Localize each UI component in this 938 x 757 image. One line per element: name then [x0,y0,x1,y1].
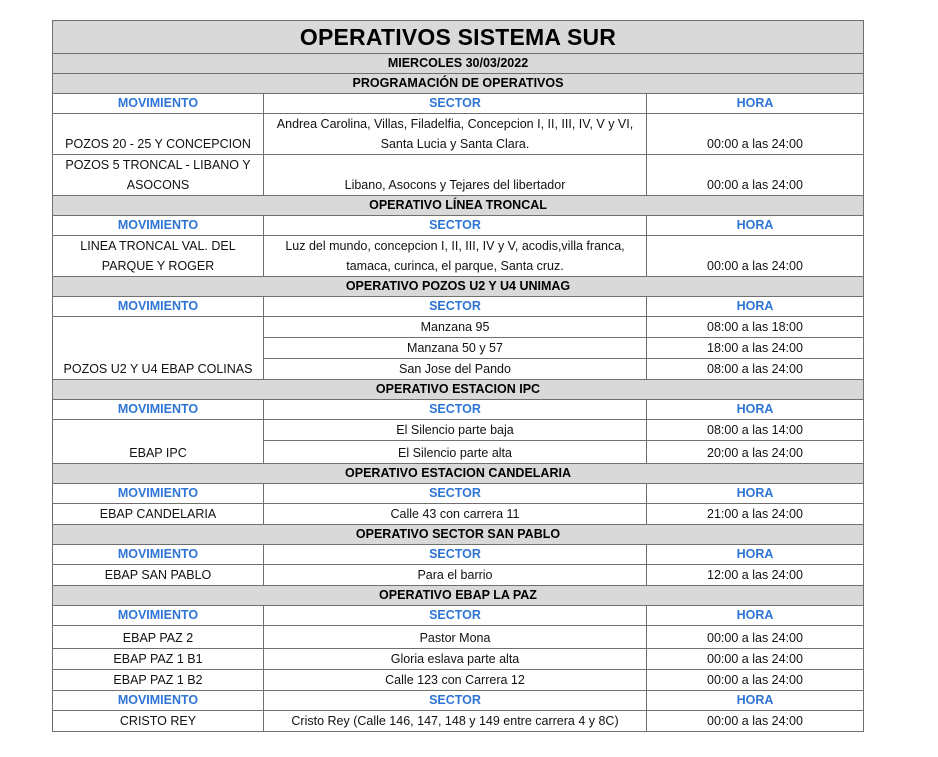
header-sector: SECTOR [264,606,647,626]
sector-cell: Para el barrio [264,565,647,586]
header-movimiento: MOVIMIENTO [53,400,264,420]
operativos-table [52,20,864,732]
column-header-row [53,216,864,236]
header-hora: HORA [647,297,864,317]
sector-cell: Andrea Carolina, Villas, Filadelfia, Concepcion I, II, III, IV, V y VI, Santa Lucia y Santa Clara. [264,114,647,155]
table-row [53,236,864,277]
table-row [53,565,864,586]
hora-cell: 20:00 a las 24:00 [647,441,864,464]
column-header-row [53,94,864,114]
header-hora: HORA [647,606,864,626]
sector-cell: Calle 123 con Carrera 12 [264,670,647,691]
header-movimiento: MOVIMIENTO [53,297,264,317]
section-title-estacion-candelaria: OPERATIVO ESTACION CANDELARIA [53,464,864,484]
section-title-ebap-la-paz: OPERATIVO EBAP LA PAZ [53,586,864,606]
hora-cell: 12:00 a las 24:00 [647,565,864,586]
table-row [53,504,864,525]
movimiento-cell: POZOS 5 TRONCAL - LIBANO Y ASOCONS [53,155,264,196]
sector-cell: Calle 43 con carrera 11 [264,504,647,525]
date-row: MIERCOLES 30/03/2022 [53,54,864,74]
column-header-row [53,606,864,626]
header-movimiento: MOVIMIENTO [53,216,264,236]
header-sector: SECTOR [264,691,647,711]
column-header-row [53,545,864,565]
header-hora: HORA [647,691,864,711]
movimiento-cell: EBAP PAZ 1 B1 [53,649,264,670]
header-movimiento: MOVIMIENTO [53,94,264,114]
section-title-san-pablo: OPERATIVO SECTOR SAN PABLO [53,525,864,545]
sheet-title: OPERATIVOS SISTEMA SUR [53,21,864,54]
header-hora: HORA [647,545,864,565]
column-header-row [53,297,864,317]
table-row [53,711,864,732]
hora-cell: 00:00 a las 24:00 [647,236,864,277]
sector-cell: Pastor Mona [264,626,647,649]
table-row [53,670,864,691]
header-hora: HORA [647,94,864,114]
header-movimiento: MOVIMIENTO [53,606,264,626]
movimiento-cell: LINEA TRONCAL VAL. DEL PARQUE Y ROGER [53,236,264,277]
sector-cell: Gloria eslava parte alta [264,649,647,670]
section-title-estacion-ipc: OPERATIVO ESTACION IPC [53,380,864,400]
header-sector: SECTOR [264,216,647,236]
operativos-sheet [52,20,863,732]
sector-cell: Cristo Rey (Calle 146, 147, 148 y 149 entre carrera 4 y 8C) [264,711,647,732]
header-sector: SECTOR [264,94,647,114]
sector-cell: Manzana 50 y 57 [264,338,647,359]
hora-cell: 00:00 a las 24:00 [647,114,864,155]
section-title-linea-troncal: OPERATIVO LÍNEA TRONCAL [53,196,864,216]
hora-cell: 00:00 a las 24:00 [647,670,864,691]
section-title-programacion: PROGRAMACIÓN DE OPERATIVOS [53,74,864,94]
hora-cell: 18:00 a las 24:00 [647,338,864,359]
sector-cell: San Jose del Pando [264,359,647,380]
sector-cell: El Silencio parte baja [264,420,647,441]
header-sector: SECTOR [264,484,647,504]
movimiento-cell: POZOS 20 - 25 Y CONCEPCION [53,114,264,155]
table-row [53,626,864,649]
hora-cell: 21:00 a las 24:00 [647,504,864,525]
hora-cell: 00:00 a las 24:00 [647,155,864,196]
table-row [53,420,864,441]
movimiento-cell: EBAP SAN PABLO [53,565,264,586]
movimiento-cell: CRISTO REY [53,711,264,732]
table-row [53,649,864,670]
movimiento-cell: EBAP PAZ 1 B2 [53,670,264,691]
movimiento-cell: EBAP CANDELARIA [53,504,264,525]
hora-cell: 08:00 a las 18:00 [647,317,864,338]
header-movimiento: MOVIMIENTO [53,545,264,565]
header-sector: SECTOR [264,297,647,317]
hora-cell: 00:00 a las 24:00 [647,626,864,649]
header-hora: HORA [647,216,864,236]
sector-cell: El Silencio parte alta [264,441,647,464]
table-row [53,317,864,338]
movimiento-cell: POZOS U2 Y U4 EBAP COLINAS [53,317,264,380]
hora-cell: 08:00 a las 24:00 [647,359,864,380]
column-header-row [53,400,864,420]
hora-cell: 00:00 a las 24:00 [647,711,864,732]
sector-cell: Manzana 95 [264,317,647,338]
sector-cell: Luz del mundo, concepcion I, II, III, IV y V, acodis,villa franca, tamaca, curinca, el parque, Santa cruz. [264,236,647,277]
header-sector: SECTOR [264,545,647,565]
movimiento-cell: EBAP IPC [53,420,264,464]
section-title-pozos-unimag: OPERATIVO POZOS U2 Y U4 UNIMAG [53,277,864,297]
header-movimiento: MOVIMIENTO [53,691,264,711]
hora-cell: 00:00 a las 24:00 [647,649,864,670]
sector-cell: Libano, Asocons y Tejares del libertador [264,155,647,196]
movimiento-cell: EBAP PAZ 2 [53,626,264,649]
header-movimiento: MOVIMIENTO [53,484,264,504]
header-sector: SECTOR [264,400,647,420]
table-row [53,155,864,196]
table-row [53,114,864,155]
header-hora: HORA [647,400,864,420]
header-hora: HORA [647,484,864,504]
column-header-row [53,691,864,711]
hora-cell: 08:00 a las 14:00 [647,420,864,441]
column-header-row [53,484,864,504]
